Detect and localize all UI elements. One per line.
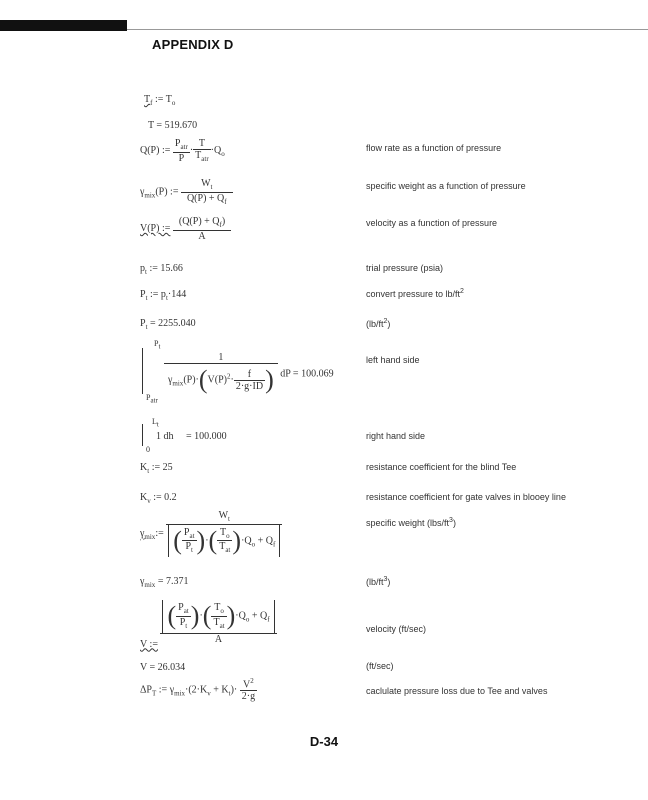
eq-pt-conv-mid-sub: t [165,294,168,302]
eq-kt-lhs-sub: t [147,467,150,475]
note-convert-sup: 2 [460,288,464,295]
eq-gmix2-a-num-sub: at [189,531,195,540]
eq-vp-definition [140,216,231,242]
eq-qp-num: P [174,138,181,149]
eq-gmix2-lhs-tail: := [155,527,164,539]
eq-lhs-int-d4-den: 2·g·ID [235,380,264,392]
eq-gmix-definition [140,178,233,206]
eq-lhs-int-inner-frac [234,369,265,392]
eq-v-tail2: + Q [251,610,268,622]
eq-gmix-val-lhs-sub: mix [144,581,156,589]
eq-qp-num2: T [198,138,205,149]
eq-lhs-int-d1: γ [168,374,173,386]
eq-v-a-num: P [178,602,184,614]
eq-lhs-int-frac: 1 $\gamma_{mix}(P)\cdot(V(P)^2\cdot$ $\frac{f}{2\cdot g\cdot ID}$ ) [164,352,278,397]
note-resistance-tee: resistance coefficient for the blind Tee [366,462,517,472]
eq-pt-val-rhs: = 2255.040 [150,318,196,329]
eq-kv-rhs: := 0.2 [153,492,177,503]
eq-lhs-int-upper-sub: t [158,342,161,351]
note-convert-text: convert pressure to lb/ft [366,289,461,299]
eq-dpt-paren-sub: v [207,689,211,698]
eq-lhs-int-d3-sup: 2 [227,372,231,381]
eq-vp-lhs: V(P) := [140,223,171,235]
note-calc-pressure-loss: caclulate pressure loss due to Tee and valves [366,686,548,696]
eq-lhs-int-num: 1 [218,352,224,363]
eq-vp-frac [173,216,231,242]
eq-pt-conv-lhs-sub: t [145,294,148,302]
note-lbft2-sup: 2 [383,318,388,325]
note-lbft2-text: (lb/ft [366,319,384,329]
eq-gmix2-a-den: P [185,541,192,553]
eq-kv-lhs-sub: v [147,497,151,505]
eq-t-value: T = 519.670 [148,120,198,131]
eq-gmix-num: W [201,178,211,189]
eq-rhs-int-upper-sub: t [156,420,159,429]
eq-dpt-num: V [243,679,251,691]
note-ftsec: (ft/sec) [366,661,394,671]
eq-pt-trial-lhs: p [140,263,145,274]
page-number: D-34 [309,734,339,749]
eq-pt-convert [140,289,186,303]
eq-v-b-den-sub: at [219,621,225,630]
note-specific-weight: specific weight as a function of pressure [366,181,526,191]
eq-dpt-den: 2·g [241,691,256,703]
note-resistance-gate: resistance coefficient for gate valves in blooey line [366,492,566,502]
eq-rhs-int-result: = 100.000 [186,431,227,442]
eq-v-lhs: V := [140,638,158,650]
note-lbft2-close: ) [387,319,391,329]
eq-vp-num: (Q(P) + Q [178,216,220,227]
eq-qp-frac2 [193,138,211,164]
eq-gmix-lhs-tail: (P) := [155,186,179,198]
note-spec-weight-close: ) [452,518,456,528]
eq-v-tail: ·Q [235,610,246,622]
note-spec-weight-sup: 3 [449,517,453,524]
eq-gmix-num-sub: t [210,183,213,191]
eq-pt-conv-rhs: ·144 [167,289,187,300]
eq-dpt-paren2-sub: t [228,689,231,698]
eq-gmix-val-lhs: γ [140,576,145,587]
eq-lhs-int-lower: P [146,393,151,402]
eq-gmix2-frac: $W_t$ ( $\frac{P_{at}}{P_t}$ )·( $\frac{T_o}{T_{at}}$ )$\cdot Q_o + Q_f$ [166,510,282,557]
eq-kt-rhs: := 25 [151,462,173,473]
eq-gmix-definition-2 [140,510,282,557]
eq-pt-conv-mid: := p [150,289,166,300]
eq-qp-lhs: Q(P) := [140,145,171,157]
eq-qp-definition: Q(P) := $\frac{P_{atr}}{P}$ · $\frac{T}{T_{atr}}$ $\cdot Q_o$ [140,138,225,164]
eq-qp-den2-sub: atr [201,155,209,163]
eq-lhs-int-lower-sub: atr [150,396,158,405]
eq-pt-val-lhs-sub: t [145,323,148,331]
eq-kt [140,462,173,476]
eq-kt-lhs: K [140,462,148,473]
eq-tf-definition: $T_f$ := $T_o$ [144,94,176,107]
eq-dpt-paren2: + K [213,684,229,696]
eq-gmix2-tail2: + Q [257,535,273,547]
eq-rhs-int-upper: L [152,417,157,426]
eq-tf-lhs: T [144,94,151,105]
eq-v-a-den: P [179,616,186,628]
eq-kv-lhs: K [140,492,148,503]
note-flow-rate: flow rate as a function of pressure [366,143,502,153]
eq-tf-rhs: T [165,94,172,105]
eq-v-den: A [160,633,276,645]
note-trial-pressure: trial pressure (psia) [366,263,444,273]
eq-rhs-int-body: 1 dh [156,431,174,442]
integral-sign-left [142,348,144,394]
note-left-hand-side: left hand side [366,355,420,365]
eq-gmix2-num: W [218,510,229,521]
eq-v-frac: ( $\frac{P_{at}}{P_t}$ )·( $\frac{T_o}{T_{at}}$ )$\cdot Q_o + Q_f$ A [160,600,276,645]
eq-gmix-val-rhs: = 7.371 [157,576,189,587]
note-spec-weight-text: specific weight (lbs/ft [366,518,450,528]
eq-dpt-mid-sub: mix [174,689,186,698]
eq-gmix2-a-num: P [183,526,190,538]
eq-pt-conv-lhs: P [140,289,146,300]
eq-dpt-frac [240,678,257,702]
eq-gmix2-b-den-sub: at [225,546,231,555]
eq-qp-num-sub: atr [180,143,188,151]
eq-gmix-frac [181,178,233,206]
eq-vp-num-sub: f [219,221,222,229]
eq-gmix2-a-den-sub: t [191,546,193,555]
eq-gmix2-b-num: T [220,526,227,538]
eq-qp-tail-sub: o [221,150,225,159]
header-bar [0,20,127,31]
eq-vp-num-tail: ) [221,216,226,227]
eq-gmix2-b-num-sub: o [226,531,230,540]
eq-pt-val-lhs: P [140,318,146,329]
eq-vp-den: A [173,230,231,242]
eq-rhs-int-lower: 0 [146,445,150,454]
note-lbft3-sup: 3 [383,576,388,583]
eq-v-a-num-sub: at [183,607,189,616]
eq-v-value: V = 26.034 [140,662,186,673]
eq-gmix2-tail: ·Q [241,535,252,547]
eq-v-b-num-sub: o [220,607,224,616]
eq-dpt-paren-close: )· [230,684,238,696]
eq-gmix2-lhs: γ [140,527,145,539]
page-title: APPENDIX D [152,37,234,52]
eq-qp-tail: Q [214,145,222,157]
eq-pt-value [140,318,196,332]
eq-lhs-int-upper: P [154,339,159,348]
eq-gmix-den-sub: f [224,197,227,206]
note-right-hand-side: right hand side [366,431,426,441]
eq-dpt-num-sup: 2 [250,677,254,685]
eq-gmix-lhs-sub: mix [144,191,156,200]
integral-sign-right [142,424,144,446]
eq-gmix2-tail-sub: o [251,540,256,549]
eq-gmix-lhs: γ [140,186,145,198]
eq-lhs-int-d3: V(P) [207,374,227,386]
eq-pt-trial-rhs: := 15.66 [149,263,183,274]
eq-gmix2-num-sub: t [228,515,230,523]
eq-pt-trial [140,263,183,277]
eq-v-tail-sub: o [245,615,250,624]
eq-dpt-mid: := γ [158,684,175,696]
note-lbft2 [366,318,390,329]
eq-v-definition [140,600,277,650]
eq-gmix2-b-den: T [219,541,226,553]
eq-lhs-int-body [164,352,334,397]
eq-gmix-value [140,576,188,590]
eq-lhs-int-result: dP = 100.069 [280,368,334,380]
note-velocity-function: velocity as a function of pressure [366,218,498,228]
eq-kv [140,492,177,506]
eq-dpt-lhs: ΔP [140,684,152,696]
eq-gmix-den: Q(P) + Q [186,192,225,204]
eq-lhs-int-d1-sub: mix [172,379,184,388]
eq-dpt-definition [140,678,257,702]
eq-dpt-paren: ·(2·K [185,684,208,696]
eq-pt-trial-lhs-sub: t [145,268,147,276]
eq-dpt-lhs-sub: T [152,689,157,698]
note-lbft3 [366,576,390,587]
header-rule [127,29,648,30]
note-convert-pressure [366,288,464,299]
eq-lhs-int-d4-num: f [247,368,252,380]
eq-gmix2-lhs-sub: mix [144,532,156,541]
eq-qp-den: P [173,152,190,164]
eq-v-b-num: T [214,602,221,614]
eq-qp-frac1 [173,138,190,164]
note-velocity-ftsec: velocity (ft/sec) [366,624,427,634]
eq-tf-rhs-sub: o [171,99,176,107]
eq-lhs-int-d2: (P)· [183,374,199,386]
eq-v-tail2-sub: f [267,615,270,624]
note-specific-weight-unit [366,517,456,528]
eq-v-b-den: T [213,616,220,628]
eq-qp-den2: T [195,150,202,161]
eq-v-a-den-sub: t [185,621,188,630]
note-lbft3-close: ) [387,577,391,587]
eq-tf-lhs-sub: f [150,99,153,107]
eq-gmix2-tail2-sub: f [273,540,276,549]
note-lbft3-text: (lb/ft [366,577,384,587]
